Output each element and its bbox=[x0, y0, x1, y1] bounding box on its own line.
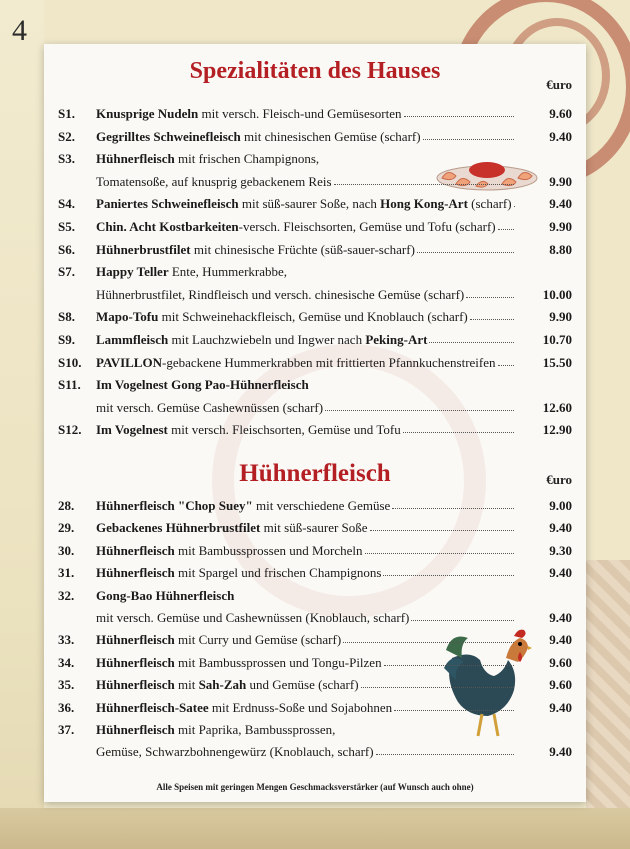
item-line bbox=[96, 377, 516, 393]
item-line bbox=[96, 174, 516, 190]
item-name: Hühnerfleisch bbox=[96, 542, 175, 558]
item-description: mit süß-saurer Soße, nach bbox=[238, 196, 381, 212]
item-description: mit Bambussprossen und Morcheln bbox=[174, 542, 363, 558]
item-number: 34. bbox=[58, 654, 75, 670]
dot-leader bbox=[417, 242, 514, 253]
dot-leader bbox=[498, 355, 514, 366]
item-description: mit bbox=[174, 677, 199, 693]
menu-item bbox=[58, 242, 572, 264]
item-number: S2. bbox=[58, 128, 75, 144]
item-number: S5. bbox=[58, 219, 75, 234]
item-number: 28. bbox=[58, 498, 75, 513]
dot-leader bbox=[498, 219, 514, 230]
menu-card bbox=[44, 44, 586, 802]
item-description-tail: und Gemüse (scharf) bbox=[246, 677, 359, 693]
item-text bbox=[96, 106, 402, 122]
menu-item bbox=[58, 219, 572, 241]
item-number: S4. bbox=[58, 196, 75, 212]
dot-leader bbox=[394, 700, 514, 711]
item-number: 31. bbox=[58, 565, 75, 581]
background-left bbox=[0, 0, 44, 849]
item-price: 9.00 bbox=[549, 498, 572, 513]
item-text bbox=[96, 700, 392, 716]
menu-item bbox=[58, 565, 572, 587]
page-number: 4 bbox=[12, 14, 27, 47]
item-line bbox=[96, 151, 516, 167]
menu-item bbox=[58, 677, 572, 699]
menu-item bbox=[58, 151, 572, 173]
item-price: 9.30 bbox=[549, 542, 572, 558]
dot-leader bbox=[383, 565, 514, 576]
item-description-continued: mit versch. Gemüse und Cashewnüssen (Knoblauch, scharf) bbox=[96, 610, 410, 625]
item-description: -gebackene Hummerkrabben mit frittierten Pfannkuchenstreifen bbox=[161, 354, 496, 370]
item-text bbox=[96, 422, 401, 438]
item-price: 9.40 bbox=[549, 128, 572, 144]
item-line bbox=[96, 700, 516, 716]
item-name: Happy Teller bbox=[96, 264, 169, 280]
item-name: Knusprige Nudeln bbox=[96, 106, 199, 121]
menu-item bbox=[58, 377, 572, 399]
item-line bbox=[96, 498, 516, 514]
item-text bbox=[96, 219, 496, 235]
menu-item bbox=[58, 588, 572, 610]
item-name: Hühnerfleisch bbox=[96, 677, 175, 693]
menu-item bbox=[58, 498, 572, 520]
menu-item-continued bbox=[58, 174, 572, 196]
dot-leader bbox=[376, 744, 514, 755]
item-number: S12. bbox=[58, 422, 82, 438]
item-description-continued: Hühnerbrustfilet, Rindfleisch und versch. chinesische Gemüse (scharf) bbox=[96, 286, 465, 302]
item-price: 9.40 bbox=[549, 610, 572, 625]
item-line bbox=[96, 722, 516, 738]
item-number: S10. bbox=[58, 354, 82, 370]
currency-label-2: €uro bbox=[546, 472, 572, 487]
item-name: Hühnerfleisch bbox=[96, 722, 175, 737]
item-line bbox=[96, 677, 516, 693]
item-number: 33. bbox=[58, 632, 75, 648]
item-price: 9.40 bbox=[549, 565, 572, 581]
item-line bbox=[96, 632, 516, 648]
menu-item bbox=[58, 722, 572, 744]
item-price: 12.90 bbox=[542, 422, 572, 438]
item-number: S9. bbox=[58, 332, 75, 347]
item-line bbox=[96, 610, 516, 626]
item-description: mit Spargel und frischen Champignons bbox=[174, 565, 382, 581]
item-line bbox=[96, 196, 516, 212]
item-text bbox=[96, 129, 421, 145]
item-number: 29. bbox=[58, 520, 75, 536]
item-description: mit chinesische Früchte (süß-sauer-scharf) bbox=[190, 241, 415, 257]
item-name: Hühnerbrustfilet bbox=[96, 241, 191, 257]
item-description-continued: mit versch. Gemüse Cashewnüssen (scharf) bbox=[96, 399, 324, 415]
menu-item bbox=[58, 355, 572, 377]
item-text bbox=[96, 498, 390, 514]
item-name: Gong-Bao Hühnerfleisch bbox=[96, 587, 235, 603]
item-text bbox=[96, 196, 512, 212]
item-description: mit chinesischen Gemüse (scharf) bbox=[240, 128, 421, 144]
item-line bbox=[96, 287, 516, 303]
dot-leader bbox=[411, 610, 514, 621]
item-description: mit versch. Fleisch-und Gemüsesorten bbox=[198, 106, 402, 121]
item-description: mit Schweinehackfleisch, Gemüse und Knoblauch (scharf) bbox=[158, 309, 468, 325]
menu-item-continued bbox=[58, 400, 572, 422]
menu-item bbox=[58, 264, 572, 286]
item-number: 30. bbox=[58, 542, 75, 558]
dot-leader bbox=[423, 129, 514, 140]
item-price: 9.60 bbox=[549, 677, 572, 693]
item-number: S7. bbox=[58, 264, 75, 280]
item-line bbox=[96, 543, 516, 559]
item-description-bold: Peking-Art bbox=[365, 332, 428, 347]
item-description: mit Erdnuss-Soße und Sojabohnen bbox=[208, 699, 393, 715]
dot-leader bbox=[365, 543, 515, 554]
item-description: mit Lauchzwiebeln und Ingwer nach bbox=[168, 332, 366, 347]
item-price: 9.60 bbox=[549, 654, 572, 670]
item-name: Hühnerfleisch bbox=[96, 632, 175, 648]
item-text bbox=[96, 565, 381, 581]
item-name: Hühnerfleisch-Satee bbox=[96, 699, 209, 715]
dot-leader bbox=[384, 655, 514, 666]
item-number: S11. bbox=[58, 377, 81, 393]
menu-item bbox=[58, 632, 572, 654]
item-description-bold: Sah-Zah bbox=[198, 677, 247, 693]
item-line bbox=[96, 129, 516, 145]
item-description: mit süß-saurer Soße bbox=[260, 520, 368, 536]
item-text bbox=[96, 242, 415, 258]
item-name: Hühnerfleisch bbox=[96, 565, 175, 581]
item-number: 32. bbox=[58, 587, 75, 603]
item-line bbox=[96, 744, 516, 760]
item-text bbox=[96, 377, 309, 393]
item-line bbox=[96, 400, 516, 416]
item-description: mit Bambussprossen und Tongu-Pilzen bbox=[174, 654, 382, 670]
item-name: Gegrilltes Schweinefleisch bbox=[96, 128, 241, 144]
item-price: 10.70 bbox=[542, 332, 572, 347]
item-price: 10.00 bbox=[542, 286, 572, 302]
menu-item bbox=[58, 520, 572, 542]
item-name: Mapo-Tofu bbox=[96, 309, 159, 325]
item-name: Gebackenes Hühnerbrustfilet bbox=[96, 520, 261, 536]
item-text bbox=[96, 355, 496, 371]
item-price: 15.50 bbox=[542, 354, 572, 370]
menu-item bbox=[58, 309, 572, 331]
item-line bbox=[96, 106, 516, 122]
dot-leader bbox=[343, 632, 514, 643]
item-description-continued: Tomatensoße, auf knusprig gebackenem Reis bbox=[96, 173, 332, 189]
item-price: 9.40 bbox=[549, 744, 572, 760]
item-text bbox=[96, 655, 382, 671]
menu-item-continued bbox=[58, 287, 572, 309]
item-name: Hühnerfleisch bbox=[96, 151, 175, 167]
item-line bbox=[96, 264, 516, 280]
dot-leader bbox=[361, 677, 514, 688]
dot-leader bbox=[325, 400, 514, 411]
item-price: 12.60 bbox=[542, 399, 572, 415]
item-line bbox=[96, 520, 516, 536]
item-description: mit frischen Champignons, bbox=[174, 151, 320, 167]
item-line bbox=[96, 422, 516, 438]
item-name: Im Vogelnest Gong Pao-Hühnerfleisch bbox=[96, 377, 309, 393]
menu-item bbox=[58, 543, 572, 565]
item-description: mit Curry und Gemüse (scharf) bbox=[174, 632, 342, 648]
dot-leader bbox=[470, 309, 514, 320]
item-price: 9.60 bbox=[549, 106, 572, 121]
item-description: mit Paprika, Bambussprossen, bbox=[174, 722, 336, 737]
item-text bbox=[96, 722, 335, 738]
item-line bbox=[96, 588, 516, 604]
item-name: Hühnerfleisch "Chop Suey" bbox=[96, 498, 253, 513]
dot-leader bbox=[392, 498, 514, 509]
dot-leader bbox=[429, 332, 514, 343]
menu-item bbox=[58, 129, 572, 151]
item-text bbox=[96, 520, 368, 536]
item-price: 9.90 bbox=[549, 219, 572, 234]
background-pattern-strip bbox=[586, 560, 630, 810]
item-price: 9.40 bbox=[549, 699, 572, 715]
section-title-specialties: Spezialitäten des Hauses bbox=[189, 58, 441, 84]
item-number: S8. bbox=[58, 309, 75, 325]
item-price: 9.40 bbox=[549, 632, 572, 648]
menu-item bbox=[58, 196, 572, 218]
item-price: 9.90 bbox=[549, 173, 572, 189]
item-line bbox=[96, 332, 516, 348]
section-title-chicken: Hühnerfleisch bbox=[239, 460, 391, 487]
item-name: Im Vogelnest bbox=[96, 422, 168, 438]
item-text bbox=[96, 543, 363, 559]
item-line bbox=[96, 355, 516, 371]
item-description: mit versch. Fleischsorten, Gemüse und Tofu bbox=[167, 422, 401, 438]
item-text bbox=[96, 677, 359, 693]
item-text bbox=[96, 309, 468, 325]
item-text bbox=[96, 588, 234, 604]
menu-item bbox=[58, 106, 572, 128]
item-name: Lammfleisch bbox=[96, 332, 169, 347]
dot-leader bbox=[370, 520, 514, 531]
menu-item bbox=[58, 422, 572, 444]
dot-leader bbox=[334, 174, 514, 185]
item-text bbox=[96, 332, 427, 348]
item-line bbox=[96, 242, 516, 258]
item-text bbox=[96, 151, 319, 167]
item-number: 36. bbox=[58, 699, 75, 715]
item-line bbox=[96, 219, 516, 235]
menu-item-continued bbox=[58, 744, 572, 766]
item-price: 8.80 bbox=[549, 241, 572, 257]
item-description-tail: (scharf) bbox=[467, 196, 512, 212]
currency-label: €uro bbox=[546, 77, 572, 92]
item-description-continued: Gemüse, Schwarzbohnengewürz (Knoblauch, scharf) bbox=[96, 744, 374, 760]
item-number: 35. bbox=[58, 677, 75, 693]
dot-leader bbox=[466, 287, 514, 298]
item-name: PAVILLON bbox=[96, 354, 162, 370]
footnote: Alle Speisen mit geringen Mengen Geschmacksverstärker (auf Wunsch auch ohne) bbox=[156, 782, 474, 792]
dot-leader bbox=[404, 106, 515, 117]
item-description-bold: Hong Kong-Art bbox=[380, 196, 468, 212]
dot-leader bbox=[403, 422, 514, 433]
background-bottom bbox=[0, 808, 630, 849]
item-price: 9.40 bbox=[549, 520, 572, 536]
item-description: -versch. Fleischsorten, Gemüse und Tofu (scharf) bbox=[238, 219, 496, 234]
item-line bbox=[96, 655, 516, 671]
item-name: Hühnerfleisch bbox=[96, 654, 175, 670]
menu-item bbox=[58, 700, 572, 722]
item-line bbox=[96, 309, 516, 325]
menu-item bbox=[58, 332, 572, 354]
item-price: 9.90 bbox=[549, 309, 572, 325]
item-name: Paniertes Schweinefleisch bbox=[96, 196, 239, 212]
item-price: 9.40 bbox=[549, 196, 572, 212]
item-description: Ente, Hummerkrabbe, bbox=[168, 264, 288, 280]
item-text bbox=[96, 264, 287, 280]
item-number: 37. bbox=[58, 722, 75, 737]
item-name: Chin. Acht Kostbarkeiten bbox=[96, 219, 239, 234]
menu-item bbox=[58, 655, 572, 677]
item-line bbox=[96, 565, 516, 581]
item-text bbox=[96, 632, 341, 648]
item-number: S3. bbox=[58, 151, 75, 167]
item-number: S6. bbox=[58, 241, 75, 257]
item-description: mit verschiedene Gemüse bbox=[252, 498, 391, 513]
item-number: S1. bbox=[58, 106, 75, 121]
menu-item-continued bbox=[58, 610, 572, 632]
